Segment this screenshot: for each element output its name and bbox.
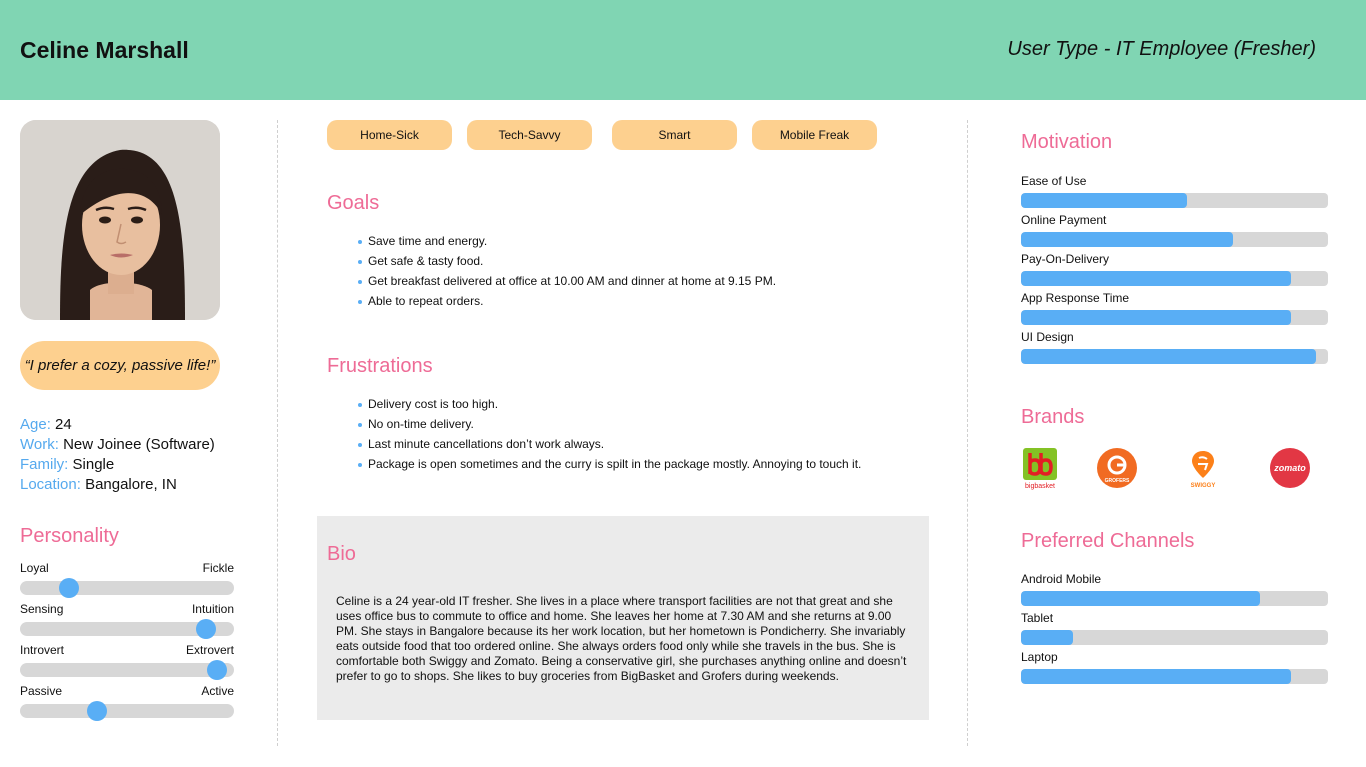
channels-title: Preferred Channels [1021, 530, 1195, 552]
trait-left-label: Introvert [20, 643, 65, 657]
header-bar [0, 0, 1366, 100]
tag-home-sick: Home-Sick [327, 120, 452, 150]
bar-fill [1021, 310, 1291, 325]
motivation-item [1021, 252, 1328, 286]
bar-label: Laptop [1021, 650, 1058, 664]
bar-label: Tablet [1021, 611, 1054, 625]
persona-quote: “I prefer a cozy, passive life!” [20, 341, 220, 390]
trait-slider-track [20, 581, 234, 595]
motivation-title: Motivation [1021, 131, 1113, 153]
bar-fill [1021, 349, 1316, 364]
trait-right-label: Active [201, 684, 234, 698]
personality-title: Personality [20, 525, 119, 547]
list-item: Get safe & tasty food. [356, 251, 776, 271]
bar-fill [1021, 669, 1291, 684]
trait-right-label: Intuition [191, 602, 234, 616]
motivation-item [1021, 330, 1328, 364]
list-item: Delivery cost is too high. [356, 394, 861, 414]
personality-trait [20, 684, 234, 718]
bar-fill [1021, 271, 1291, 286]
trait-slider-track [20, 622, 234, 636]
fact-key: Age: [20, 416, 51, 433]
grofers-logo [1097, 448, 1137, 488]
tag-tech-savvy: Tech-Savvy [467, 120, 592, 150]
bar-track [1021, 630, 1328, 645]
trait-slider-knob [196, 619, 216, 639]
trait-left-label: Loyal [20, 561, 49, 575]
brands-title: Brands [1021, 406, 1085, 428]
svg-text:zomato: zomato [1274, 463, 1306, 473]
trait-slider-knob [87, 701, 107, 721]
frustrations-list [356, 394, 861, 474]
personality-trait [20, 643, 234, 677]
bar-track [1021, 669, 1328, 684]
bar-fill [1021, 193, 1187, 208]
bar-track [1021, 349, 1328, 364]
bar-label: Android Mobile [1021, 572, 1102, 586]
persona-photo [20, 120, 220, 320]
motivation-item [1021, 174, 1328, 208]
tag-mobile-freak: Mobile Freak [752, 120, 877, 150]
fact-value: New Joinee (Software) [63, 436, 215, 453]
bar-label: UI Design [1021, 330, 1074, 344]
fact-key: Location: [20, 476, 81, 493]
motivation-item [1021, 291, 1328, 325]
trait-right-label: Fickle [202, 561, 234, 575]
persona-avatar-illustration [20, 120, 220, 320]
list-item: Able to repeat orders. [356, 291, 776, 311]
list-item: Save time and energy. [356, 231, 776, 251]
fact-value: Single [72, 456, 115, 473]
bigbasket-logo [1021, 448, 1061, 488]
personality-trait [20, 561, 234, 595]
list-item: Last minute cancellations don’t work always. [356, 434, 861, 454]
bar-label: Online Payment [1021, 213, 1107, 227]
bar-fill [1021, 630, 1073, 645]
list-item: Package is open sometimes and the curry is spilt in the package mostly. Annoying to touch it. [356, 454, 861, 474]
trait-right-label: Extrovert [185, 643, 234, 657]
fact-key: Family: [20, 456, 69, 473]
trait-slider-track [20, 704, 234, 718]
fact-value: Bangalore, IN [85, 476, 177, 493]
bar-label: Ease of Use [1021, 174, 1087, 188]
fact-location [20, 475, 215, 495]
trait-slider-knob [59, 578, 79, 598]
zomato-icon [1270, 448, 1310, 488]
fact-value: 24 [55, 416, 72, 433]
bar-track [1021, 232, 1328, 247]
trait-slider-track [20, 663, 234, 677]
channel-item [1021, 650, 1328, 684]
trait-left-label: Sensing [20, 602, 64, 616]
bigbasket-icon [1021, 446, 1061, 490]
frustrations-title: Frustrations [327, 355, 433, 377]
grofers-icon [1097, 448, 1137, 488]
goals-title: Goals [327, 192, 380, 214]
bar-track [1021, 310, 1328, 325]
tag-smart: Smart [612, 120, 737, 150]
fact-key: Work: [20, 436, 59, 453]
bar-fill [1021, 591, 1260, 606]
channel-item [1021, 611, 1328, 645]
persona-name: Celine Marshall [20, 37, 189, 63]
list-item: Get breakfast delivered at office at 10.00 AM and dinner at home at 9.15 PM. [356, 271, 776, 291]
fact-work [20, 435, 215, 455]
personality-trait [20, 602, 234, 636]
trait-slider-knob [207, 660, 227, 680]
column-divider-right [967, 120, 968, 746]
svg-text:SWIGGY: SWIGGY [1190, 483, 1216, 488]
user-type-label: User Type - IT Employee (Fresher) [1007, 38, 1316, 60]
bio-title: Bio [327, 543, 356, 565]
fact-age [20, 415, 215, 435]
list-item: No on-time delivery. [356, 414, 861, 434]
trait-left-label: Passive [20, 684, 63, 698]
bar-label: App Response Time [1021, 291, 1130, 305]
zomato-logo [1270, 448, 1310, 488]
bio-text: Celine is a 24 year-old IT fresher. She lives in a place where transport facilities are not that great and she uses office bus to commute to office and home. She leaves her home at 7.30 AM and she returns at 9.00 PM. She stays in Bangalore because its her work location, but her hometown is Pondicherry. She invariably eats outside food that too ordered online. She always orders food only while she travels in the bus. She is comfortable both Swiggy and Zomato. Being a conservative girl, she purchases anything online and doesn’t prefer to go to shops. She likes to buy groceries from BigBasket and Grofers during weekends. [336, 594, 907, 683]
bar-track [1021, 271, 1328, 286]
bar-track [1021, 193, 1328, 208]
bar-track [1021, 591, 1328, 606]
swiggy-logo [1183, 448, 1223, 488]
fact-family [20, 455, 215, 475]
motivation-item [1021, 213, 1328, 247]
bar-label: Pay-On-Delivery [1021, 252, 1110, 266]
channel-item [1021, 572, 1328, 606]
bar-fill [1021, 232, 1233, 247]
swiggy-icon [1183, 448, 1223, 488]
column-divider-left [277, 120, 278, 746]
svg-text:bigbasket: bigbasket [1025, 483, 1055, 490]
svg-text:GROFERS: GROFERS [1104, 478, 1130, 484]
persona-facts [20, 415, 215, 495]
goals-list [356, 231, 776, 311]
